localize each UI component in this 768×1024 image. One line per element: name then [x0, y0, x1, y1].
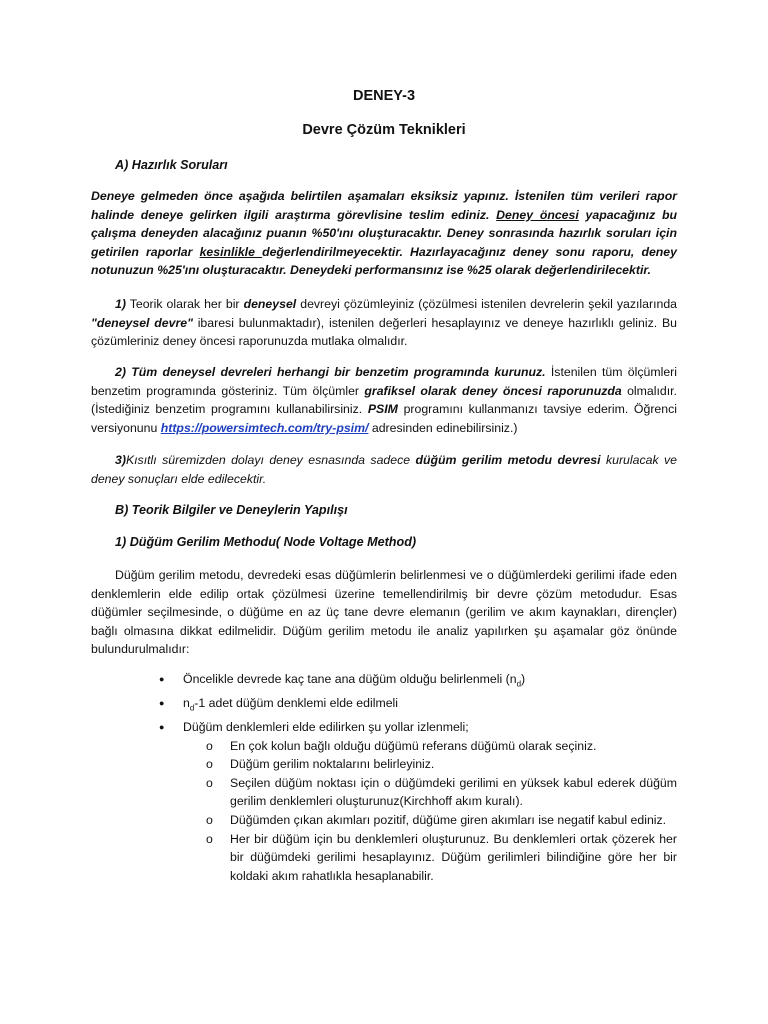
intro-underline-1: Deney öncesi: [496, 207, 579, 222]
q3-text-2: kurulacak ve deney sonuçları elde edilecektir.: [91, 453, 678, 486]
sub-list-item: o Her bir düğüm için bu denklemleri oluşturunuz. Bu denklemleri ortak çözerek her bir düğümdeki gerilimi hesaplayınız. Düğüm gerilimleri bilindiğine göre her bir koldaki akım rahatlıkla hesaplanabilir.: [206, 830, 677, 886]
q2-text-3: programını kullanmanızı tavsiye ederim. Öğrenci versiyonunu: [91, 402, 677, 435]
section-b1-heading: 1) Düğüm Gerilim Methodu( Node Voltage Method): [115, 535, 417, 549]
bullet-after: -1 adet düğüm denklemi elde edilmeli: [194, 696, 398, 711]
sub-list-item: o Düğüm gerilim noktalarını belirleyiniz.: [206, 755, 677, 774]
question-2: [91, 363, 677, 437]
node-voltage-paragraph: [91, 566, 677, 659]
q1-bold-1: deneysel: [243, 297, 297, 311]
sub-list-item: o Seçilen düğüm noktası için o düğümdeki gerilimi en yüksek kabul ederek düğüm gerilim denklemleri oluşturunuz(Kirchhoff akım kuralı).: [206, 774, 677, 811]
q2-bold-2: grafiksel olarak deney öncesi raporunuzda: [364, 383, 622, 398]
node-voltage-text: Düğüm gerilim metodu, devredeki esas düğümlerin belirlenmesi ve o düğümlerdeki gerilimi ifade eden denklemlerin elde edilip ortak çözülmesi üzerine temellendirilmiş bir devre çözüm metodudur. Esas düğümler seçilmesinde, o düğüme en az üç tane devre elemanın (gerilim ve akım kaynakları, dirençler) bağlı olmasına dikkat edilmelidir. Düğüm gerilim metodu ile analiz yapılırken şu aşamalar göz önünde bulundurulmalıdır:: [91, 568, 677, 657]
psim-link[interactable]: https://powersimtech.com/try-psim/: [160, 420, 369, 435]
q2-text-4: adresinden edinebilirsiniz.): [368, 420, 518, 435]
bullet-after: ): [521, 672, 526, 686]
bullet-subscript: d: [516, 679, 522, 689]
question-3: [91, 451, 677, 488]
q1-number: 1): [115, 297, 126, 311]
steps-list: [159, 670, 677, 885]
bullet-subscript: d: [189, 703, 195, 713]
q3-text-1: Kısıtlı süremizden dolayı deney esnasında sadece: [125, 453, 416, 467]
page-title: DENEY-3: [352, 88, 416, 104]
bullet-text: Düğüm denklemleri elde edilirken şu yollar izlenmeli;: [183, 720, 469, 735]
q2-bold-1: 2) Tüm deneysel devreleri herhangi bir benzetim programında kurunuz.: [115, 365, 546, 379]
sub-steps-list: [206, 737, 677, 886]
section-a-heading: A) Hazırlık Soruları: [115, 158, 228, 172]
list-item: [159, 694, 677, 718]
list-item: [159, 670, 677, 694]
section-b-heading: B) Teorik Bilgiler ve Deneylerin Yapılışı: [115, 503, 348, 517]
intro-text-1: Deneye gelmeden önce aşağıda belirtilen aşamaları eksiksiz yapınız. İstenilen tüm verileri rapor halinde deneye gelirken ilgili araştırma görevlisine teslim ediniz.: [91, 189, 677, 222]
list-item: [159, 718, 677, 885]
intro-underline-2: kesinlikle: [199, 244, 263, 259]
q1-text-2: devreyi çözümleyiniz (çözülmesi istenilen devrelerin şekil yazılarında: [296, 297, 678, 311]
q2-bold-3: PSIM: [367, 402, 398, 417]
q3-bold: düğüm gerilim metodu devresi: [415, 453, 601, 467]
intro-text-3: değerlendirilmeyecektir. Hazırlayacağınız deney sonu raporu, deney notunuzun %25'ını oluşturacaktır. Deneydeki performansınız ise %25 olarak değerlendirilecektir.: [91, 244, 677, 278]
q1-text-3: ibaresi bulunmaktadır), istenilen değerleri hesaplayınız ve deneye hazırlıklı geliniz. Bu çözümleriniz deney öncesi raporunuzda mutlaka olmalıdır.: [91, 315, 677, 349]
bullet-text: n: [183, 696, 190, 711]
sub-list-item: o En çok kolun bağlı olduğu düğümü referans düğümü olarak seçiniz.: [206, 737, 677, 756]
q3-number: 3): [115, 453, 126, 467]
page-subtitle: Devre Çözüm Teknikleri: [302, 122, 466, 138]
bullet-text: Öncelikle devrede kaç tane ana düğüm olduğu belirlenmeli (n: [183, 672, 517, 686]
q2-text-1: İstenilen tüm ölçümleri benzetim programında gösteriniz. Tüm ölçümler: [91, 365, 677, 398]
intro-text-2: yapacağınız bu çalışma deneyden alacağınız puanın %50'ını oluşturacaktır. Deney sonrasında hazırlık soruları için getirilen raporlar: [91, 207, 677, 259]
question-1: [91, 295, 677, 351]
sub-list-item: o Düğümden çıkan akımları pozitif, düğüme giren akımları ise negatif kabul ediniz.: [206, 811, 677, 830]
q1-bold-2: "deneysel devre": [91, 315, 193, 330]
q1-text-1: Teorik olarak her bir: [125, 297, 244, 311]
q2-text-2: olmalıdır. (İstediğiniz benzetim programını kullanabilirsiniz.: [91, 383, 677, 417]
intro-paragraph: [91, 187, 677, 280]
